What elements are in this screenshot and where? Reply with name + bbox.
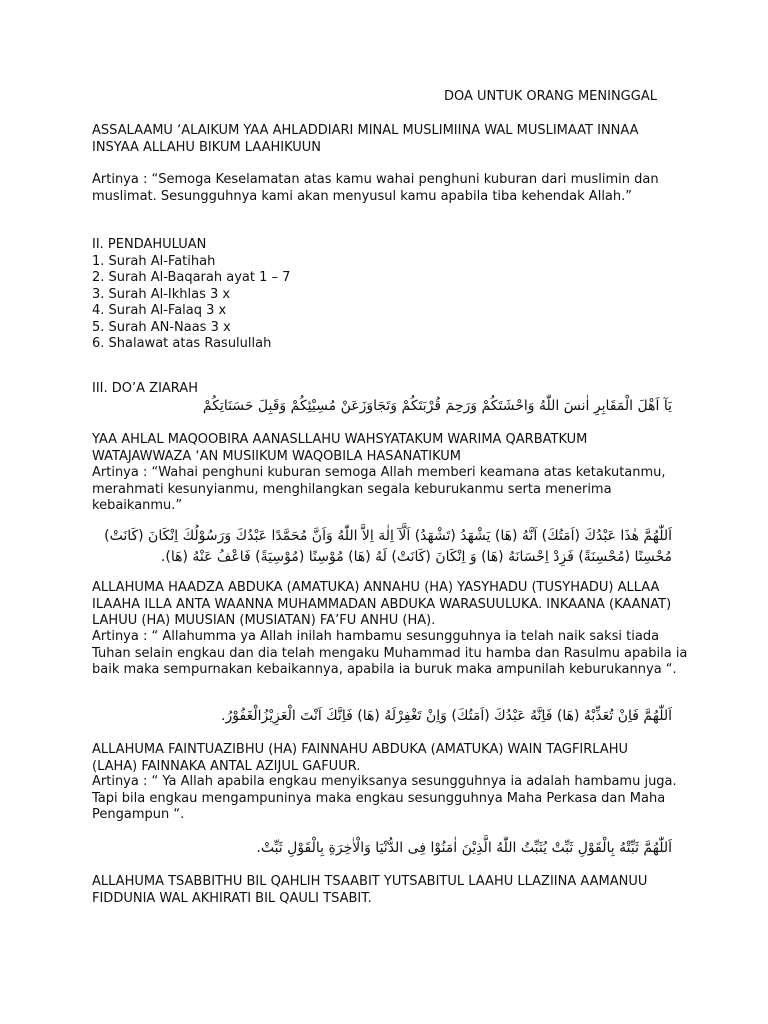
- latin-line: LAHUU (HA) MUUSIAN (MUSIATAN) FA’FU ANHU (HA).: [92, 613, 436, 628]
- pendahuluan-section: [92, 237, 692, 353]
- latin-line: ILAAHA ILLA ANTA WAANNA MUHAMMADAN ABDUKA WARASUULUKA. INKAANA (KAANAT): [92, 596, 672, 612]
- salam-line: INSYAA ALLAHU BIKUM LAAHIKUUN: [92, 139, 322, 155]
- salam-artinya-line: muslimat. Sesungguhnya kami akan menyusul kamu apabila tiba kehendak Allah.”: [92, 188, 633, 204]
- doa-ziarah-arabic: يَآ اَهْلَ الْمَقَابِرِ اٰنسَ اللّٰهُ وَاحْشَتَكُمْ وَرَحِمَ قُرْبَتَكُمْ وَتَجَاوَزَعَنْ مُسِيْئِكُمْ وَقَبِلَ حَسَنَاتِكُمْ: [202, 398, 672, 414]
- artinya-line: Artinya : “ Ya Allah apabila engkau menyiksanya sesungguhnya ia adalah hambamu juga.: [92, 774, 677, 789]
- salam-artinya: [92, 172, 692, 205]
- doa3-arabic: اَللّٰهُمَّ فَاِنْ تُعَذِّبْهُ (هَا) فَاِنَّهُ عَبْدُكَ (اَمَتُكَ) وَاِنْ تَغْفِرْلَهُ (هَا) فَاِنَّكَ اَنْتَ الْعَزِيْزُالْغَفُوْرُ.: [221, 708, 672, 724]
- artinya-line: Artinya : “ Allahumma ya Allah inilah hambamu sesungguhnya ia telah naik saksi tiada: [92, 629, 660, 644]
- doa4-latin: [92, 874, 692, 907]
- salam-artinya-line: Artinya : “Semoga Keselamatan atas kamu wahai penghuni kuburan dari muslimin dan: [92, 172, 659, 187]
- artinya-line: Pengampun “.: [92, 807, 185, 822]
- doa2-arabic-line: اَللّٰهُمَّ هٰذَا عَبْدُكَ (اَمَتُكَ) اَنَّهُ (هَا) يَشْهَدُ (تَشْهَدُ) اَلَّآ اِلٰهَ اِلاَّ اللّٰهُ وَاَنَّ مُحَمَّدًا عَبْدُكَ وَرَسُوْلُكَ اِنْكَانَ (كَانَتْ): [104, 528, 672, 544]
- artinya-line: Tapi bila engkau mengampuninya maka engkau sesungguhnya Maha Perkasa dan Maha: [92, 790, 666, 806]
- latin-line: WATAJAWWAZA ‘AN MUSIIKUM WAQOBILA HASANATIKUM: [92, 448, 461, 464]
- latin-line: ALLAHUMA FAINTUAZIBHU (HA) FAINNAHU ABDUKA (AMATUKA) WAIN TAGFIRLAHU: [92, 742, 629, 757]
- list-item: 3. Surah Al-Ikhlas 3 x: [92, 286, 231, 302]
- page-title: DOA UNTUK ORANG MENINGGAL: [444, 89, 657, 104]
- doa3-artinya: [92, 774, 692, 824]
- salam-text: [92, 123, 692, 156]
- doa3-latin: [92, 742, 692, 775]
- latin-line: (LAHA) FAINNAKA ANTAL AZIJUL GAFUUR.: [92, 758, 361, 774]
- list-item: 6. Shalawat atas Rasulullah: [92, 336, 272, 351]
- artinya-line: baik maka sempurnakan kebaikannya, apabila ia buruk maka ampunilah keburukannya “.: [92, 662, 677, 677]
- doa-ziarah-heading: III. DO’A ZIARAH: [92, 381, 198, 396]
- artinya-line: kebaikanmu.”: [92, 498, 183, 513]
- list-item: 5. Surah AN-Naas 3 x: [92, 319, 231, 335]
- latin-line: FIDDUNIA WAL AKHIRATI BIL QAULI TSABIT.: [92, 890, 372, 906]
- doa-ziarah-latin: [92, 432, 692, 465]
- list-item: 2. Surah Al-Baqarah ayat 1 – 7: [92, 270, 291, 285]
- list-item: 4. Surah Al-Falaq 3 x: [92, 303, 227, 318]
- doa2-latin: [92, 580, 692, 630]
- latin-line: ALLAHUMA HAADZA ABDUKA (AMATUKA) ANNAHU (HA) YASYHADU (TUSYHADU) ALLAA: [92, 580, 660, 595]
- latin-line: YAA AHLAL MAQOOBIRA AANASLLAHU WAHSYATAKUM WARIMA QARBATKUM: [92, 432, 588, 447]
- artinya-line: merahmati kesunyianmu, menghilangkan segala keburukanmu serta menerima: [92, 481, 612, 497]
- doa2-artinya: [92, 629, 692, 679]
- pendahuluan-heading: II. PENDAHULUAN: [92, 237, 207, 252]
- artinya-line: Tuhan selain engkau dan dia telah mengaku Muhammad itu hamba dan Rasulmu apabila ia: [92, 645, 688, 661]
- doa-ziarah-artinya: [92, 465, 692, 515]
- artinya-line: Artinya : “Wahai penghuni kuburan semoga Allah memberi keamana atas ketakutanmu,: [92, 465, 666, 480]
- doa2-arabic-line: مُحْسِنًا (مُحْسِنَةً) فَزِدْ اِحْسَانَهُ (هَا) وَ اِنْكَانَ (كَانَتْ) لَهُ (هَا) مُوْسِنًا (مُوْسِيَةً) فَاعْفُ عَنْهُ (هَا).: [160, 549, 672, 565]
- salam-line: ASSALAAMU ‘ALAIKUM YAA AHLADDIARI MINAL MUSLIMIINA WAL MUSLIMAAT INNAA: [92, 123, 639, 138]
- doa4-arabic: اَللّٰهُمَّ ثَبِّتْهُ بِالْقَوْلِ ثَبِّتْ يُثَبِّتُ اللّٰهُ الَّذِيْنَ اٰمَنُوْا فِى الدُّنْيَا وَالْاٰخِرَةِ بِالْقَوْلِ ثَبِّتْ.: [256, 840, 672, 856]
- latin-line: ALLAHUMA TSABBITHU BIL QAHLIH TSAABIT YUTSABITUL LAAHU LLAZIINA AAMANUU: [92, 874, 648, 889]
- list-item: 1. Surah Al-Fatihah: [92, 253, 216, 269]
